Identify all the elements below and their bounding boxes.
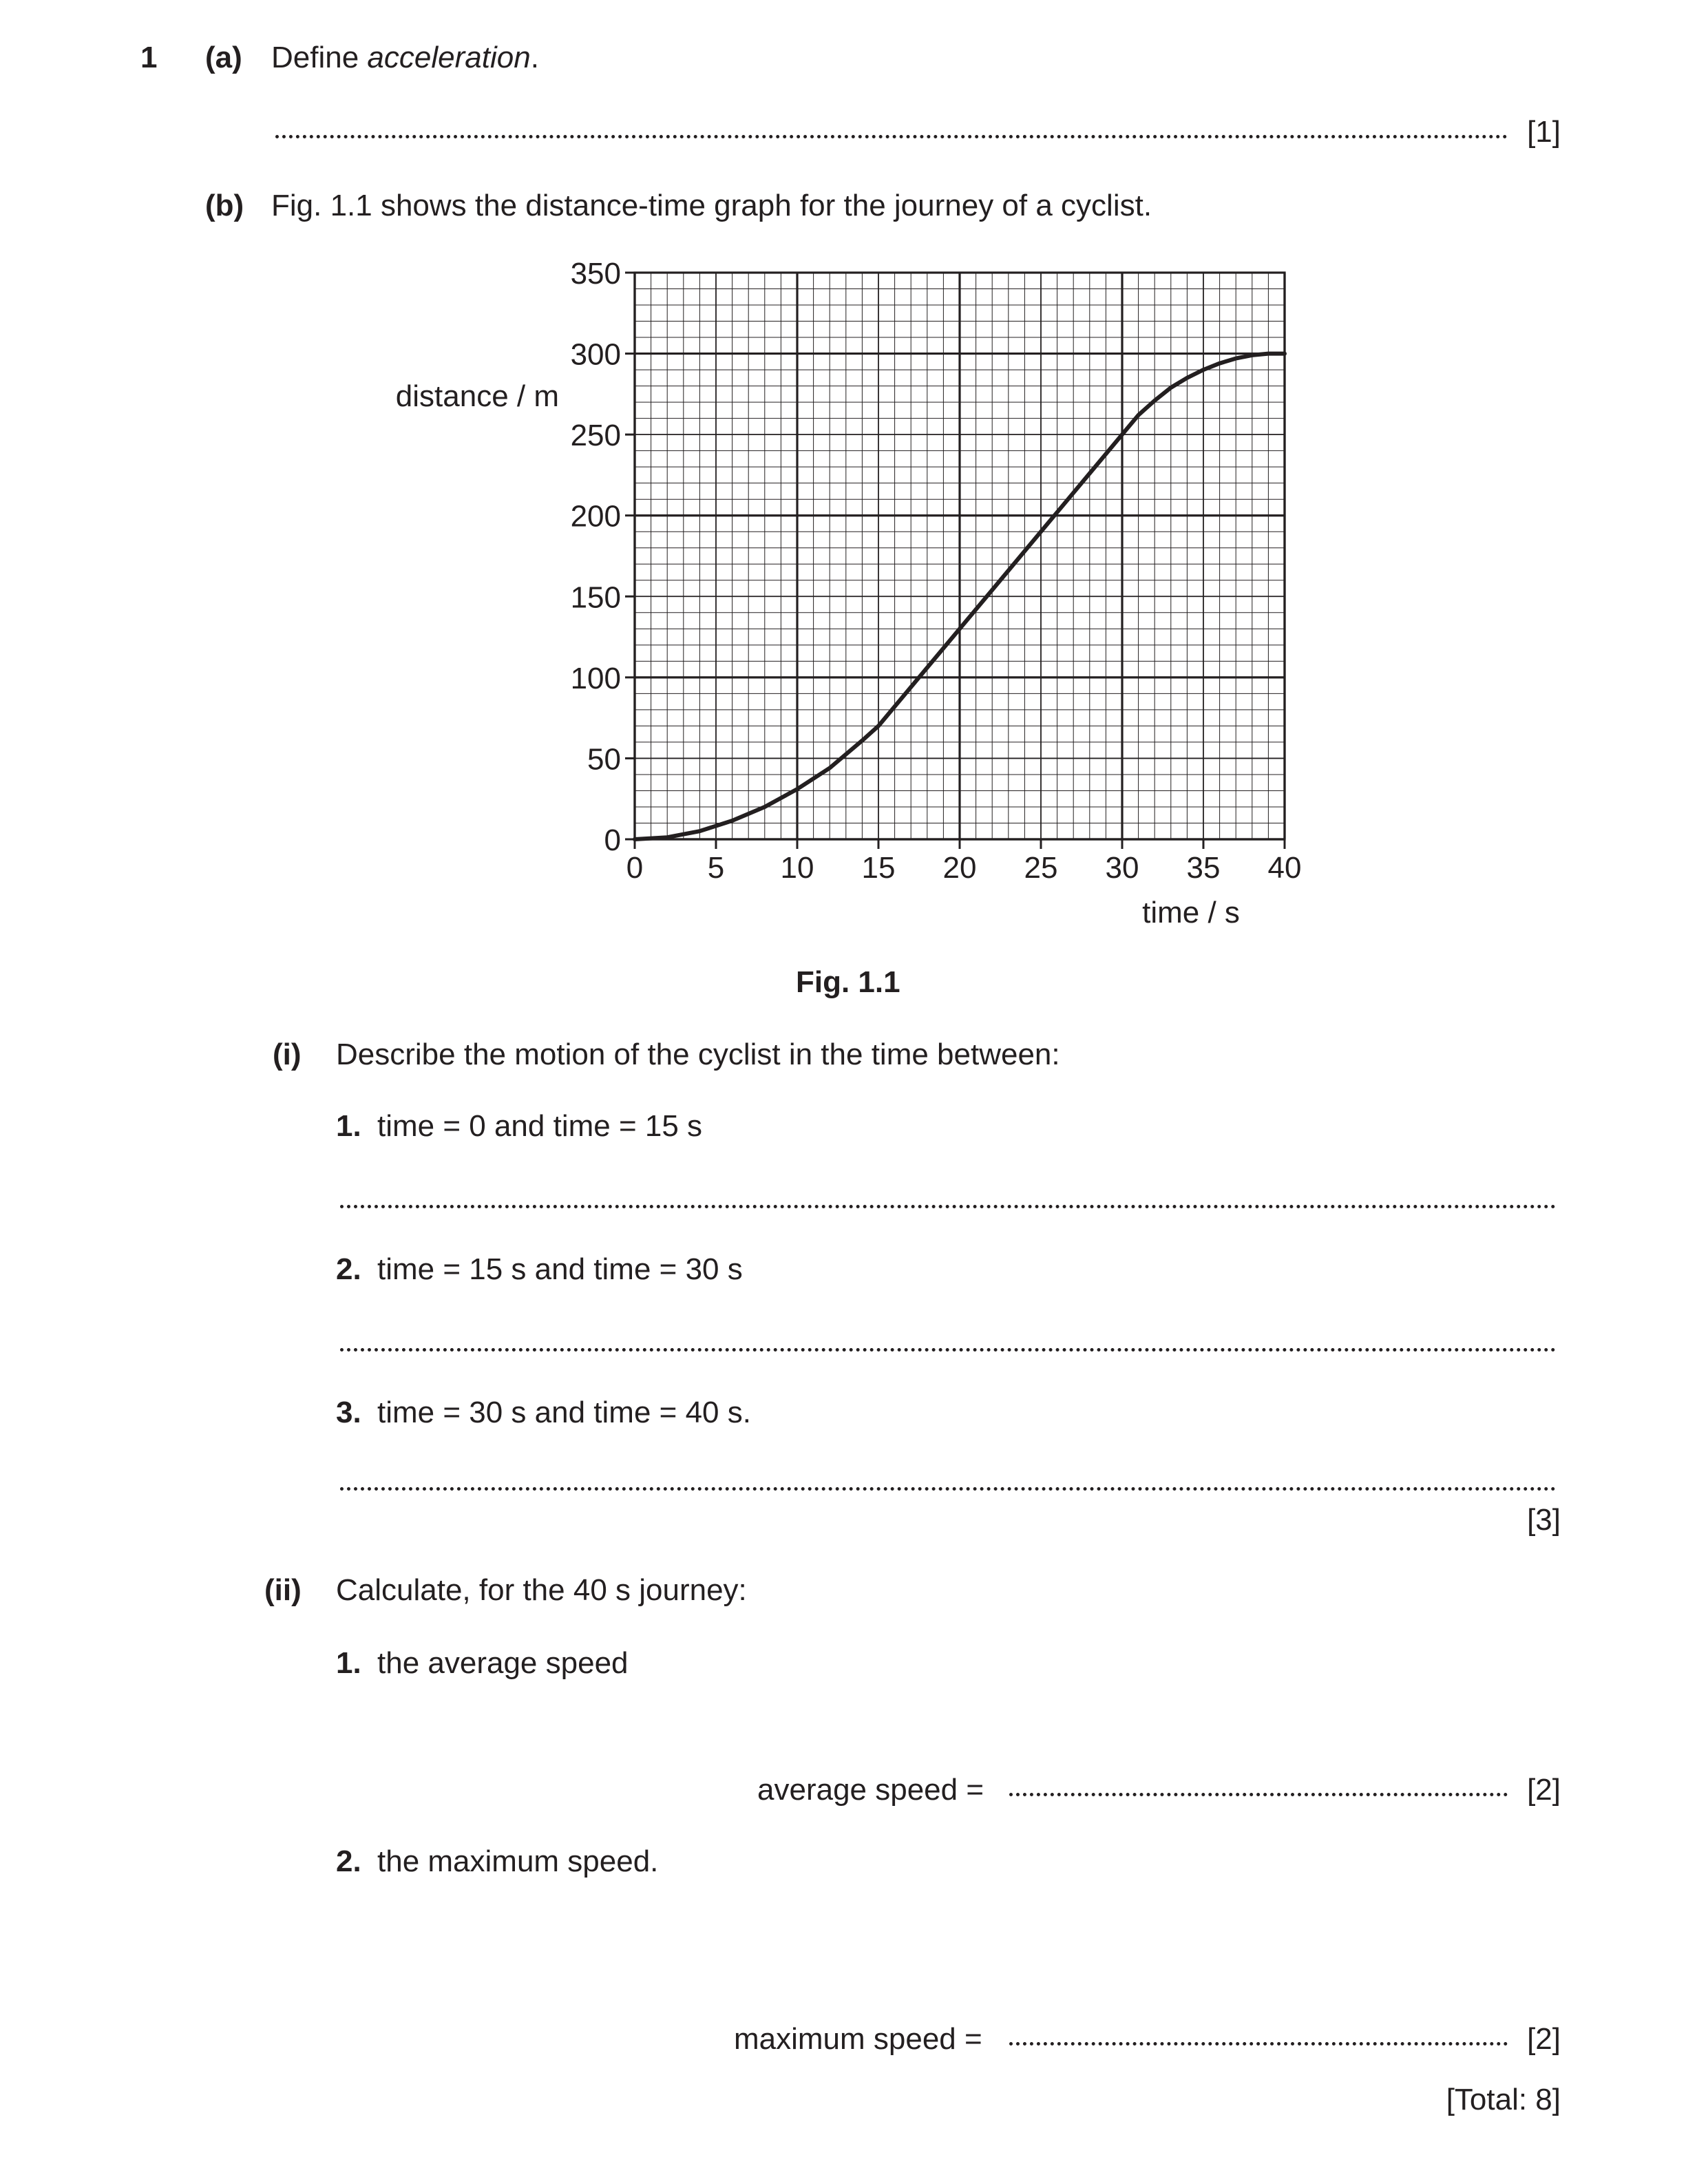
distance-time-graph	[0, 0, 1708, 964]
part-i-item-3-number: 3.	[336, 1396, 361, 1429]
x-tick-label: 20	[942, 851, 977, 885]
maximum-speed-answer-line[interactable]	[1009, 2042, 1508, 2046]
question-number: 1	[140, 41, 158, 74]
part-i-label: (i)	[273, 1038, 302, 1071]
part-b-label: (b)	[205, 189, 244, 222]
marks-ii-1: [2]	[1527, 1773, 1561, 1807]
part-b-intro: Fig. 1.1 shows the distance-time graph for the journey of a cyclist.	[271, 189, 1152, 222]
part-ii-item-2-text: the maximum speed.	[377, 1844, 659, 1878]
x-tick-label: 40	[1267, 851, 1302, 885]
x-tick-label: 25	[1024, 851, 1058, 885]
part-ii-prompt: Calculate, for the 40 s journey:	[336, 1573, 747, 1607]
marks-ii-2: [2]	[1527, 2022, 1561, 2056]
x-tick-label: 35	[1186, 851, 1221, 885]
marks-i: [3]	[1527, 1503, 1561, 1537]
y-tick-label: 0	[604, 823, 621, 857]
total-marks: [Total: 8]	[1446, 2083, 1561, 2116]
average-speed-answer-line[interactable]	[1009, 1793, 1508, 1796]
y-axis-label: distance / m	[395, 379, 559, 413]
part-a-label: (a)	[205, 41, 242, 74]
x-axis-label: time / s	[1142, 896, 1240, 929]
maximum-speed-label: maximum speed =	[734, 2022, 982, 2056]
part-ii-item-1-number: 1.	[336, 1646, 361, 1680]
part-i-item-1-number: 1.	[336, 1109, 361, 1143]
y-tick-label: 50	[587, 742, 621, 777]
y-tick-label: 350	[570, 257, 621, 291]
average-speed-label: average speed =	[757, 1773, 984, 1807]
x-tick-label: 30	[1105, 851, 1139, 885]
y-tick-label: 250	[570, 419, 621, 453]
part-ii-item-2-number: 2.	[336, 1844, 361, 1878]
part-i-item-1-text: time = 0 and time = 15 s	[377, 1109, 703, 1143]
part-a-text-before: Define	[271, 41, 368, 74]
x-tick-label: 5	[707, 851, 725, 885]
x-tick-label: 0	[626, 851, 644, 885]
x-tick-label: 15	[861, 851, 896, 885]
part-i-item-2-text: time = 15 s and time = 30 s	[377, 1252, 743, 1286]
marks-a: [1]	[1527, 115, 1561, 149]
part-i-prompt: Describe the motion of the cyclist in the time between:	[336, 1038, 1060, 1071]
y-tick-label: 300	[570, 337, 621, 372]
answer-line-i-1[interactable]	[340, 1205, 1556, 1208]
part-i-item-2-number: 2.	[336, 1252, 361, 1286]
y-tick-label: 200	[570, 499, 621, 534]
axis-ticks	[625, 273, 1285, 849]
part-i-item-3-text: time = 30 s and time = 40 s.	[377, 1396, 751, 1429]
part-ii-label: (ii)	[264, 1573, 302, 1607]
y-tick-label: 150	[570, 580, 621, 615]
y-tick-label: 100	[570, 661, 621, 695]
answer-line-i-2[interactable]	[340, 1348, 1556, 1352]
part-ii-item-1-text: the average speed	[377, 1646, 629, 1680]
x-tick-label: 10	[780, 851, 814, 885]
answer-line-i-3[interactable]	[340, 1487, 1556, 1491]
part-a-italic-term: acceleration	[367, 41, 531, 74]
part-a-text-after: .	[530, 41, 539, 74]
figure-caption: Fig. 1.1	[796, 965, 900, 999]
